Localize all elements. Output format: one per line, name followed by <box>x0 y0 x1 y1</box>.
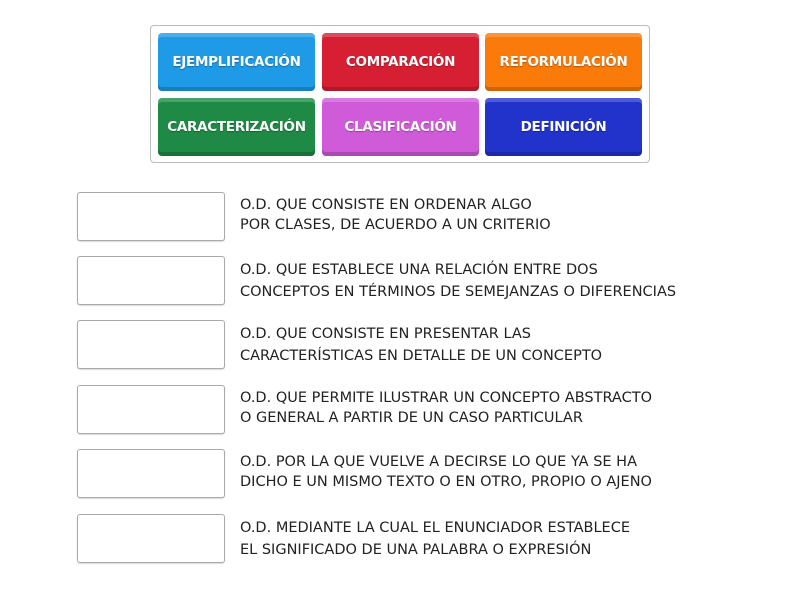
tile-definicion[interactable]: DEFINICIÓN <box>485 98 642 156</box>
match-row <box>77 514 777 563</box>
drop-target[interactable] <box>77 385 225 434</box>
answer-bank <box>150 25 650 163</box>
definition-text: O.D. QUE CONSISTE EN ORDENAR ALGO POR CLASES, DE ACUERDO A UN CRITERIO <box>240 197 551 233</box>
match-row <box>77 449 777 498</box>
drop-target[interactable] <box>77 320 225 369</box>
definition-text: O.D. QUE ESTABLECE UNA RELACIÓN ENTRE DOS CONCEPTOS EN TÉRMINOS DE SEMEJANZAS O DIFERENCIAS <box>240 262 677 300</box>
match-row <box>77 192 777 241</box>
drop-target[interactable] <box>77 449 225 498</box>
drop-target[interactable] <box>77 514 225 563</box>
drop-target[interactable] <box>77 256 225 305</box>
tile-clasificacion[interactable]: CLASIFICACIÓN <box>322 98 479 156</box>
match-row <box>77 256 777 305</box>
definition-text: O.D. QUE CONSISTE EN PRESENTAR LAS CARACTERÍSTICAS EN DETALLE DE UN CONCEPTO <box>240 326 603 364</box>
match-row <box>77 320 777 369</box>
tile-comparacion[interactable]: COMPARACIÓN <box>322 33 479 91</box>
tile-caracterizacion[interactable]: CARACTERIZACIÓN <box>158 98 315 156</box>
tile-reformulacion[interactable]: REFORMULACIÓN <box>485 33 642 91</box>
tile-ejemplificacion[interactable]: EJEMPLIFICACIÓN <box>158 33 315 91</box>
match-row <box>77 385 777 434</box>
definition-text: O.D. MEDIANTE LA CUAL EL ENUNCIADOR ESTABLECE EL SIGNIFICADO DE UNA PALABRA O EXPRESIÓN <box>240 520 630 558</box>
definition-text: O.D. QUE PERMITE ILUSTRAR UN CONCEPTO ABSTRACTO O GENERAL A PARTIR DE UN CASO PARTICULAR <box>240 390 652 426</box>
drop-target[interactable] <box>77 192 225 241</box>
definition-text: O.D. POR LA QUE VUELVE A DECIRSE LO QUE YA SE HA DICHO E UN MISMO TEXTO O EN OTRO, PROPIO O AJENO <box>240 454 652 490</box>
